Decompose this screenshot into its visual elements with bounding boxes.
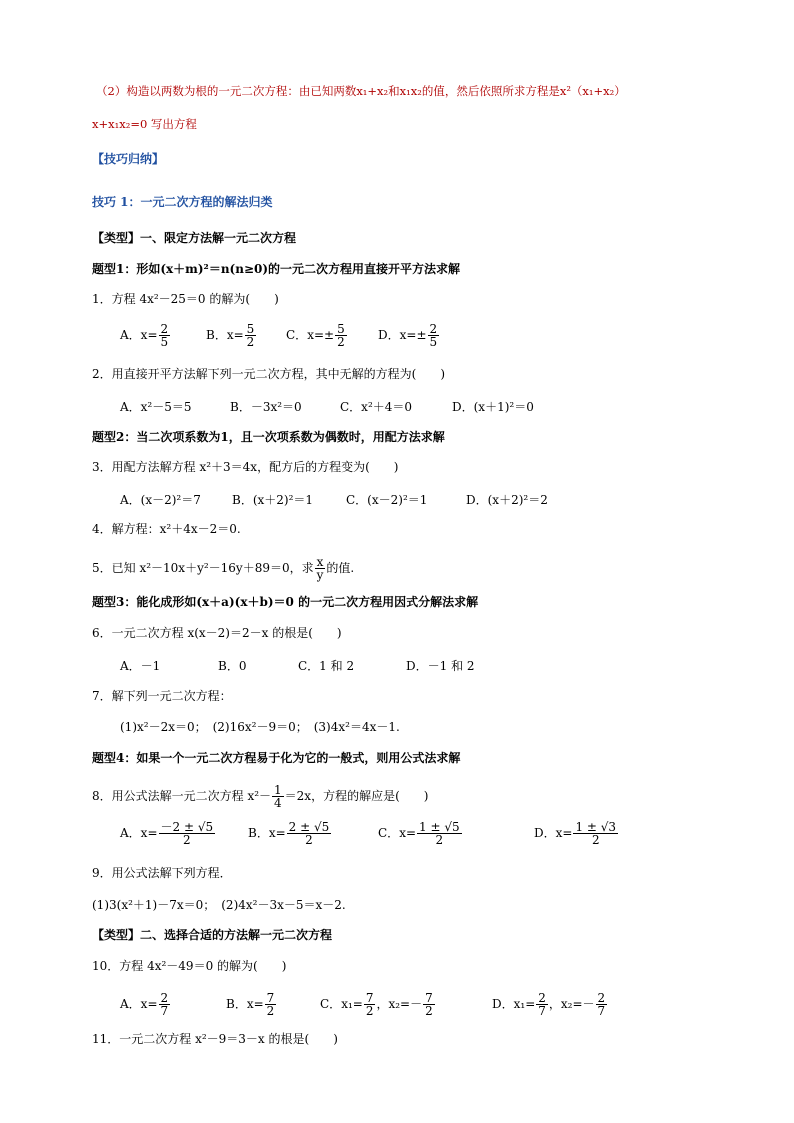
q1-option-c: C．x=± $\frac{5}{2}$	[286, 322, 345, 349]
topic-2: 题型2：当二次项系数为1，且一次项系数为偶数时，用配方法求解	[92, 430, 445, 444]
q6-option-c: C．1 和 2	[298, 659, 355, 673]
question-1-stem: 1．方程 4x²－25＝0 的解为( )	[92, 292, 279, 306]
question-9-parts: (1)3(x²＋1)－7x＝0； (2)4x²－3x－5＝x－2.	[92, 898, 346, 912]
q3-option-d: D．(x＋2)²＝2	[466, 493, 548, 507]
q3-option-b: B．(x＋2)²＝1	[232, 493, 314, 507]
q3-option-c: C．(x－2)²＝1	[346, 493, 428, 507]
q8-option-c: C．x= $\frac{1 \pm √5}{2}$	[378, 820, 460, 847]
intro-line-2: x+x₁x₂=0 写出方程	[92, 117, 197, 131]
q10-option-c: C．x₁= $\frac{7}{2}$ ，x₂=－ $\frac{7}{2}$	[320, 991, 433, 1018]
topic-3: 题型3：能化成形如(x＋a)(x＋b)＝0 的一元二次方程用因式分解法求解	[92, 595, 479, 609]
q10-option-d: D．x₁= $\frac{2}{7}$ ，x₂=－ $\frac{2}{7}$	[492, 991, 606, 1018]
q2-option-b: B．－3x²＝0	[230, 400, 302, 414]
type-1-heading: 【类型】一、限定方法解一元二次方程	[92, 231, 297, 245]
question-11-stem: 11．一元二次方程 x²－9＝3－x 的根是( )	[92, 1032, 338, 1046]
q6-option-a: A．－1	[120, 659, 161, 673]
q2-option-a: A．x²－5＝5	[120, 400, 192, 414]
question-5: 5．已知 x²－10x＋y²－16y＋89＝0，求 $\frac{x}{y}$ 的值.	[92, 555, 355, 582]
question-9-stem: 9．用公式法解下列方程．	[92, 866, 232, 880]
q8-option-d: D．x= $\frac{1 \pm √3}{2}$	[534, 820, 617, 847]
summary-heading: 【技巧归纳】	[92, 152, 165, 166]
type-2-heading: 【类型】二、选择合适的方法解一元二次方程	[92, 928, 333, 942]
q1-option-b: B．x= $\frac{5}{2}$	[206, 322, 255, 349]
q8-option-b: B．x= $\frac{2 \pm √5}{2}$	[248, 820, 330, 847]
question-4: 4．解方程：x²＋4x－2＝0.	[92, 522, 241, 536]
q10-option-a: A．x= $\frac{2}{7}$	[120, 991, 169, 1018]
question-7-parts: (1)x²－2x＝0； (2)16x²－9＝0； (3)4x²＝4x－1.	[120, 720, 400, 734]
q1-option-d: D．x=± $\frac{2}{5}$	[378, 322, 438, 349]
q2-option-c: C．x²＋4＝0	[340, 400, 413, 414]
topic-4: 题型4：如果一个一元二次方程易于化为它的一般式，则用公式法求解	[92, 751, 461, 765]
question-8-stem: 8．用公式法解一元二次方程 x²－ $\frac{1}{4}$ ＝2x，方程的解应是( )	[92, 783, 429, 810]
question-6-stem: 6．一元二次方程 x(x－2)＝2－x 的根是( )	[92, 626, 342, 640]
q6-option-b: B．0	[218, 659, 247, 673]
question-10-stem: 10．方程 4x²－49＝0 的解为( )	[92, 959, 287, 973]
topic-1: 题型1：形如(x＋m)²＝n(n≥0)的一元二次方程用直接开平方法求解	[92, 262, 461, 276]
q6-option-d: D．－1 和 2	[406, 659, 475, 673]
q10-option-b: B．x= $\frac{7}{2}$	[226, 991, 275, 1018]
q2-option-d: D．(x＋1)²＝0	[452, 400, 534, 414]
skill-1-heading: 技巧 1：一元二次方程的解法归类	[92, 195, 273, 209]
intro-line-1: （2）构造以两数为根的一元二次方程：由已知两数x₁+x₂和x₁x₂的值，然后依照所求方程是x²（x₁+x₂）	[96, 84, 626, 98]
q3-option-a: A．(x－2)²＝7	[120, 493, 201, 507]
question-7-stem: 7．解下列一元二次方程：	[92, 689, 232, 703]
q8-option-a: A．x= $\frac{-2 \pm √5}{2}$	[120, 820, 214, 847]
question-3-stem: 3．用配方法解方程 x²＋3＝4x，配方后的方程变为( )	[92, 460, 399, 474]
question-2-stem: 2．用直接开平方法解下列一元二次方程，其中无解的方程为( )	[92, 367, 446, 381]
q1-option-a: A．x= $\frac{2}{5}$	[120, 322, 169, 349]
